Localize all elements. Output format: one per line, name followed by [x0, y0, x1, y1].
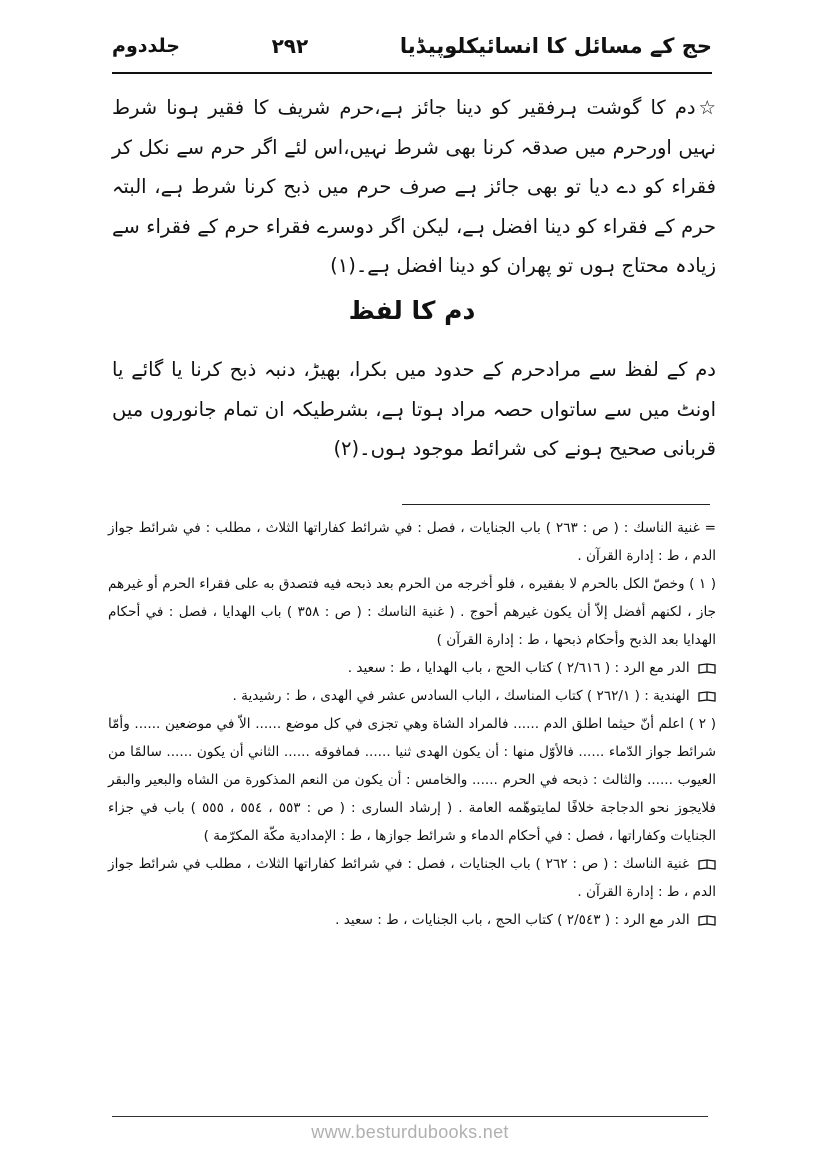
book-title: حج کے مسائل کا انسائیکلوپیڈیا — [399, 34, 712, 58]
footnote-item: = غنية الناسك : ( ص : ٢٦٣ ) باب الجنايات ، فصل : في شرائط كفاراتها الثلاث ، مطلب : في شرائط جواز الدم ، ط : إدارة القرآن . — [108, 520, 716, 564]
header-divider — [112, 72, 712, 74]
page-header — [112, 26, 712, 66]
footnote-item: الدر مع الرد : ( ٢/٦١٦ ) كتاب الحج ، باب الهدايا ، ط : سعيد . — [108, 654, 716, 682]
footnote-divider — [402, 504, 710, 505]
page-number: ۲۹۲ — [271, 34, 309, 58]
body-paragraph-1: ☆دم کا گوشت ہرفقیر کو دینا جائز ہے،حرم شریف کا فقیر ہونا شرط نہیں اورحرم میں صدقہ کرنا بھی شرط نہیں،اس لئے اگر حرم سے نکل کر فقراء کو دے دیا تو بھی جائز ہے صرف حرم میں ذبح کرنا شرط ہے، البتہ حرم کے فقراء کو دینا افضل ہے، لیکن اگر دوسرے فقراء حرم کے فقراء سے زیادہ محتاج ہوں تو پھران کو دینا افضل ہے۔(۱) — [112, 96, 716, 277]
footnotes — [108, 514, 716, 934]
book-icon — [698, 859, 716, 870]
body-paragraph-2: دم کے لفظ سے مرادحرم کے حدود میں بکرا، بھیڑ، دنبہ ذبح کرنا یا گائے یا اونٹ میں سے ساتواں حصہ مراد ہوتا ہے، بشرطیکہ ان تمام جانوروں میں قربانی صحیح ہونے کی شرائط موجود ہوں۔(۲) — [112, 358, 716, 460]
footnote-item: ( ١ ) وخصّ الكل بالحرم لا بفقيره ، فلو أخرجه من الحرم بعد ذبحه فيه فتصدق به على فقراء الحرم أو غيرهم جاز ، لكنهم أفضل إلاّ أن يكون غيرهم أحوج . ( غنية الناسك : ( ص : ٣٥٨ ) باب الهدايا ، فصل : في أحكام الهدايا بعد الذبح وأحكام ذبحها ، ط : إدارة القرآن ) — [108, 576, 717, 648]
footnote-item: الهندية : ( ٢٦٢/١ ) كتاب المناسك ، الباب السادس عشر في الهدى ، ط : رشيدية . — [108, 682, 716, 710]
book-icon — [698, 915, 716, 926]
book-icon — [698, 663, 716, 674]
footer-divider — [112, 1116, 708, 1117]
book-icon — [698, 691, 716, 702]
footnote-item: الدر مع الرد : ( ٢/٥٤٣ ) كتاب الحج ، باب الجنايات ، ط : سعيد . — [108, 906, 716, 934]
volume-label: جلددوم — [112, 35, 180, 57]
website-watermark[interactable]: www.besturdubooks.net — [311, 1122, 509, 1142]
section-heading: دم کا لفظ — [348, 296, 476, 325]
footnote-item: غنية الناسك : ( ص : ٢٦٢ ) باب الجنايات ، فصل : في شرائط كفاراتها الثلاث ، مطلب في شرائط جواز الدم ، ط : إدارة القرآن . — [108, 856, 716, 900]
footnote-item: ( ٢ ) اعلم أنّ حيثما اطلق الدم ...... فالمراد الشاة وهي تجزى في كل موضع ...... الاّ في موضعين ...... وأمّا شرائط جواز الدّماء ...... فالأوّل منها : أن يكون الهدى ثنيا ...... فمافوقه ...... الثاني أن يكون ...... سالمًا من العيوب ...... والثالث : ذبحه في الحرم ...... والخامس : أن يكون من النعم المذكورة من الشاه والبعير والبقر فلايجوز نحو الدجاجة خلافًا لمايتوهّمه العامة . ( إرشاد السارى : ( ص : ٥٥٣ ، ٥٥٤ ، ٥٥٥ ) باب في جزاء الجنايات وكفاراتها ، فصل : في أحكام الدماء و شرائط جوازها ، ط : الإمدادية مكّة المكرّمة ) — [108, 716, 717, 844]
